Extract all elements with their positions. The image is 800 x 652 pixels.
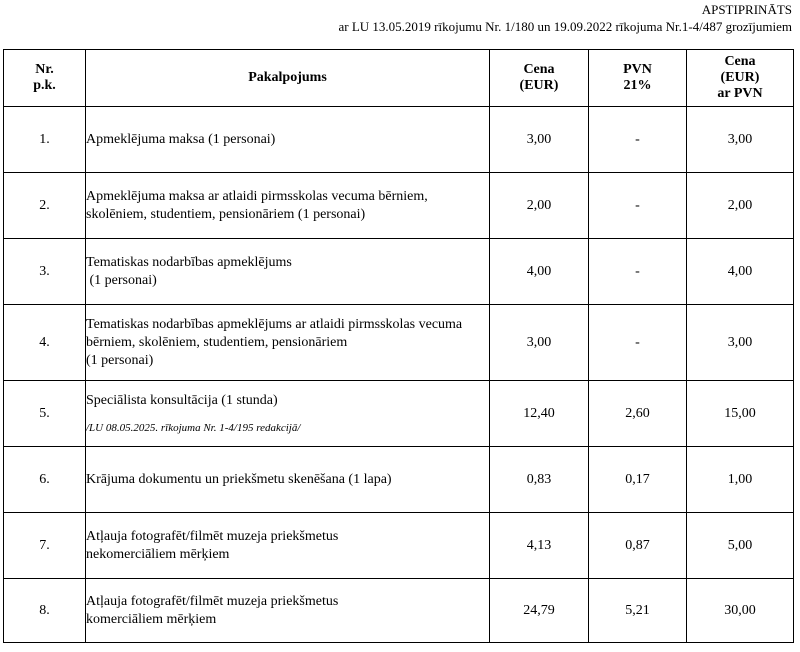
row-nr: 8. <box>4 579 86 643</box>
header-nr-line1: Nr. <box>35 62 54 77</box>
row-price: 4,13 <box>490 513 589 579</box>
row-service <box>86 381 490 447</box>
row-service-line1: Speciālista konsultācija (1 stunda) <box>86 393 278 408</box>
header-vat-line1: PVN <box>623 62 652 77</box>
table-row <box>4 513 794 579</box>
header-price-line2: (EUR) <box>519 78 559 93</box>
row-vat: - <box>589 173 687 239</box>
row-total: 2,00 <box>687 173 794 239</box>
row-price: 24,79 <box>490 579 589 643</box>
row-total: 4,00 <box>687 239 794 305</box>
row-price: 3,00 <box>490 107 589 173</box>
row-vat: 0,87 <box>589 513 687 579</box>
amendment-note: ar LU 13.05.2019 rīkojumu Nr. 1/180 un 19.09.2022 rīkojuma Nr.1-4/487 grozījumiem <box>338 19 792 34</box>
header-nr <box>4 50 86 107</box>
price-table <box>3 49 794 643</box>
row-service-line2: komerciāliem mērķiem <box>86 611 217 627</box>
row-service <box>86 579 490 643</box>
row-vat: 5,21 <box>589 579 687 643</box>
row-price: 12,40 <box>490 381 589 447</box>
row-vat: - <box>589 239 687 305</box>
row-vat: 0,17 <box>589 447 687 513</box>
row-total: 15,00 <box>687 381 794 447</box>
row-total: 3,00 <box>687 305 794 381</box>
header-total-line3: ar PVN <box>717 86 763 101</box>
header-vat-line2: 21% <box>623 78 652 93</box>
row-nr: 6. <box>4 447 86 513</box>
row-service <box>86 513 490 579</box>
row-service: Krājuma dokumentu un priekšmetu skenēšana (1 lapa) <box>86 447 490 513</box>
table-row <box>4 579 794 643</box>
row-total: 30,00 <box>687 579 794 643</box>
row-nr: 2. <box>4 173 86 239</box>
row-nr: 7. <box>4 513 86 579</box>
header-price-line1: Cena <box>523 62 555 77</box>
row-total: 5,00 <box>687 513 794 579</box>
row-vat: 2,60 <box>589 381 687 447</box>
row-service-line2: (1 personai) <box>86 272 157 288</box>
row-service: Apmeklējuma maksa ar atlaidi pirmsskolas vecuma bērniem, skolēniem, studentiem, pensionāriem (1 personai) <box>86 173 490 239</box>
row-total: 3,00 <box>687 107 794 173</box>
header-nr-line2: p.k. <box>33 78 56 93</box>
row-nr: 5. <box>4 381 86 447</box>
table-row <box>4 381 794 447</box>
approval-label: APSTIPRINĀTS <box>701 2 792 17</box>
header-total-line1: Cena <box>724 54 756 69</box>
header-vat <box>589 50 687 107</box>
row-amendment-note: /LU 08.05.2025. rīkojuma Nr. 1-4/195 redakcijā/ <box>86 422 301 434</box>
row-vat: - <box>589 107 687 173</box>
table-row <box>4 305 794 381</box>
row-price: 4,00 <box>490 239 589 305</box>
table-row <box>4 447 794 513</box>
row-nr: 1. <box>4 107 86 173</box>
row-service-line2: (1 personai) <box>86 352 154 368</box>
header-service: Pakalpojums <box>86 50 490 107</box>
row-service-line1: Atļauja fotografēt/filmēt muzeja priekšmetus <box>86 593 339 609</box>
header-price <box>490 50 589 107</box>
table-row <box>4 239 794 305</box>
table-header-row <box>4 50 794 107</box>
row-price: 0,83 <box>490 447 589 513</box>
row-service <box>86 305 490 381</box>
row-service-line1: Atļauja fotografēt/filmēt muzeja priekšmetus <box>86 528 339 544</box>
row-vat: - <box>589 305 687 381</box>
row-service-line2: nekomerciāliem mērķiem <box>86 546 230 562</box>
table-row <box>4 173 794 239</box>
row-nr: 3. <box>4 239 86 305</box>
row-service <box>86 239 490 305</box>
header-total <box>687 50 794 107</box>
row-nr: 4. <box>4 305 86 381</box>
row-service-line1: Tematiskas nodarbības apmeklējums ar atlaidi pirmsskolas vecuma bērniem, skolēniem, studentiem, pensionāriem <box>86 316 463 350</box>
row-total: 1,00 <box>687 447 794 513</box>
header-total-line2: (EUR) <box>720 70 760 85</box>
row-price: 2,00 <box>490 173 589 239</box>
row-service-line1: Tematiskas nodarbības apmeklējums <box>86 254 292 270</box>
row-price: 3,00 <box>490 305 589 381</box>
table-row <box>4 107 794 173</box>
row-service: Apmeklējuma maksa (1 personai) <box>86 107 490 173</box>
